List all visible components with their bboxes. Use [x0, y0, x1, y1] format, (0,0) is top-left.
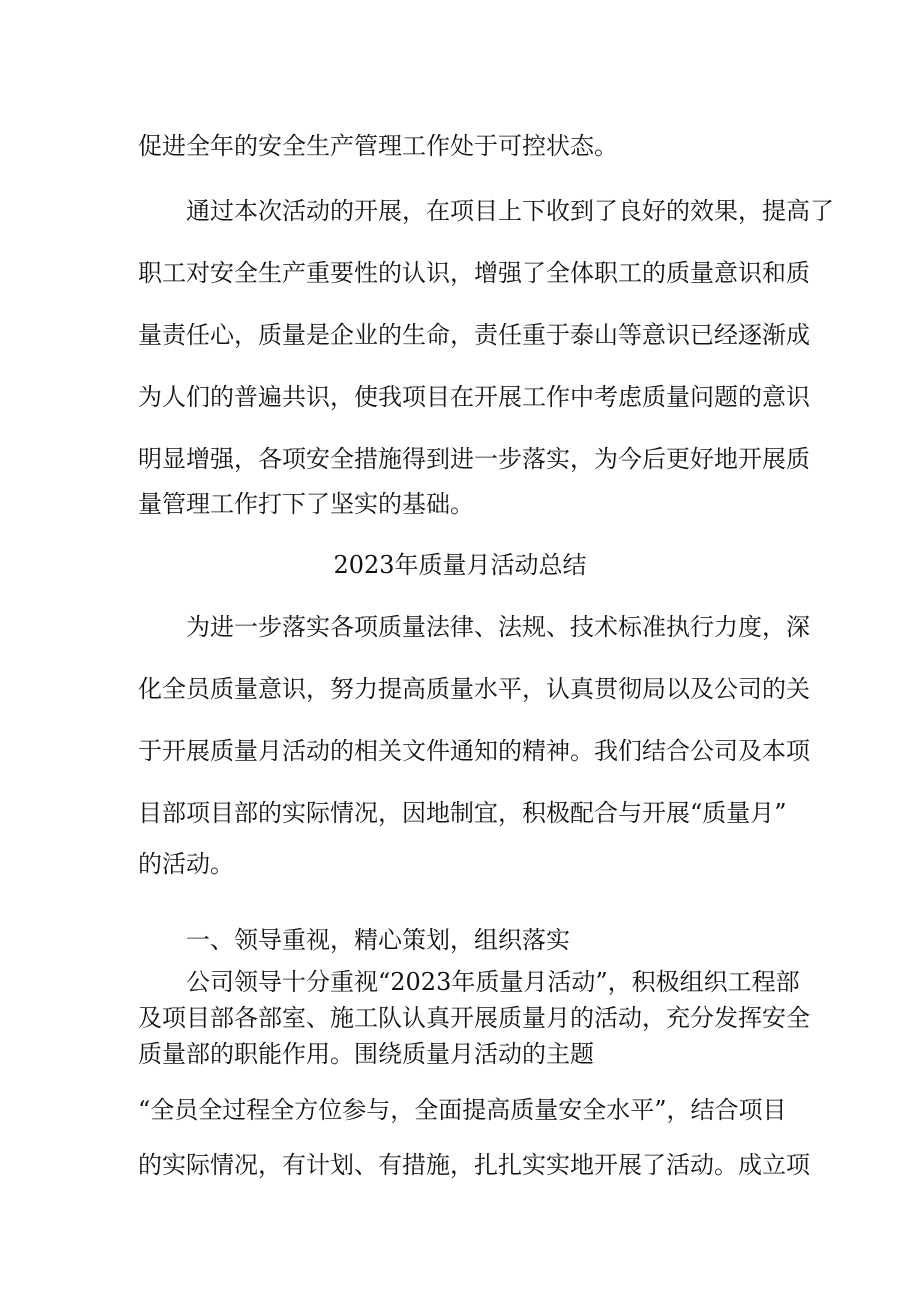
paragraph-line: 化全员质量意识，努力提高质量水平，认真贯彻局以及公司的关: [138, 675, 810, 703]
paragraph-line: 质量部的职能作用。围绕质量月活动的主题: [138, 1040, 594, 1068]
paragraph-line: 的活动。: [138, 850, 234, 878]
paragraph-line: 职工对安全生产重要性的认识，增强了全体职工的质量意识和质: [138, 259, 810, 287]
paragraph-line: 为人们的普遍共识，使我项目在开展工作中考虑质量问题的意识: [138, 383, 810, 411]
paragraph-line: 的实际情况，有计划、有措施，扎扎实实地开展了活动。成立项: [138, 1151, 810, 1179]
paragraph-line: 于开展质量月活动的相关文件通知的精神。我们结合公司及本项: [138, 737, 810, 765]
paragraph-line: “全员全过程全方位参与，全面提高质量安全水平”，结合项目: [138, 1096, 787, 1124]
paragraph-line: 明显增强，各项安全措施得到进一步落实，为今后更好地开展质: [138, 445, 810, 473]
paragraph-line: 促进全年的安全生产管理工作处于可控状态。: [138, 132, 618, 160]
paragraph-line: 及项目部各部室、施工队认真开展质量月的活动，充分发挥安全: [138, 1004, 810, 1032]
paragraph-line: 为进一步落实各项质量法律、法规、技术标准执行力度，深: [186, 613, 810, 641]
paragraph-line: 公司领导十分重视“2023年质量月活动”，积极组织工程部: [186, 968, 800, 996]
paragraph-line: 通过本次活动的开展，在项目上下收到了良好的效果，提高了: [186, 197, 834, 225]
paragraph-line: 目部项目部的实际情况，因地制宜，积极配合与开展“质量月”: [138, 799, 787, 827]
section-heading: 一、领导重视，精心策划，组织落实: [186, 926, 570, 954]
paragraph-line: 量责任心，质量是企业的生命，责任重于泰山等意识已经逐渐成: [138, 321, 810, 349]
paragraph-line: 量管理工作打下了坚实的基础。: [138, 490, 474, 518]
section-title: 2023年质量月活动总结: [333, 551, 587, 579]
